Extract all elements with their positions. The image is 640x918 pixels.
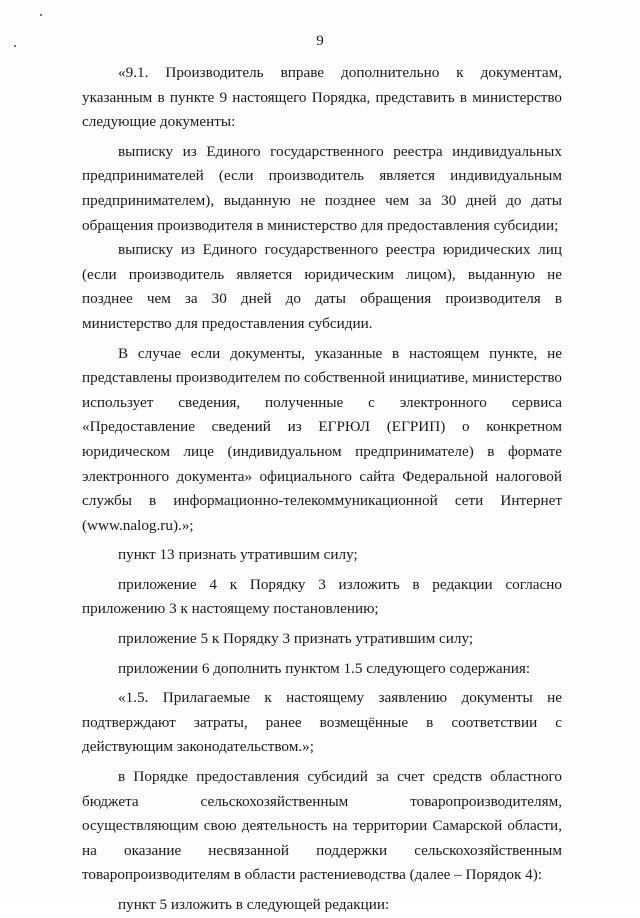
paragraph: в Порядке предоставления субсидий за счет средств областного бюджета сельскохозяйственным товаропроизводителям, осуществляющим свою деятельность на территории Самарской области, на оказание несвязанной поддержки сельскохозяйственным товаропроизводителям в области растениеводства (далее – Порядок 4): xyxy=(82,768,562,884)
paragraph: приложение 5 к Порядку 3 признать утратившим силу; xyxy=(118,630,474,648)
paragraph: приложение 4 к Порядку 3 изложить в редакции согласно приложению 3 к настоящему постановлению; xyxy=(82,575,562,618)
paragraph: выписку из Единого государственного реестра юридических лиц (если производитель является юридическим лицом), выданную не позднее чем за 30 дней до даты обращения производителя в министерство для предоставления субсидии. xyxy=(82,241,562,332)
paragraph: В случае если документы, указанные в настоящем пункте, не представлены производителем по собственной инициативе, министерство использует сведения, полученные с электронного сервиса «Предоставление сведений из ЕГРЮЛ (ЕГРИП) о конкретном юридическом лице (индивидуальном предпринимателе) в формате электронного документа» официального сайта Федеральной налоговой службы в информационно-телекоммуникационной сети Интернет (www.nalog.ru).»; xyxy=(82,344,562,534)
paragraph: «1.5. Прилагаемые к настоящему заявлению документы не подтверждают затраты, ранее возмещённые в соответствии с действующим законодательством.»; xyxy=(82,689,562,756)
paragraph: выписку из Единого государственного реестра индивидуальных предпринимателей (если производитель является индивидуальным предпринимателем), выданную не позднее чем за 30 дней до даты обращения производителя в министерство для предоставления субсидии; xyxy=(82,142,562,234)
paragraph: пункт 5 изложить в следующей редакции: xyxy=(118,896,390,913)
page-number: 9 xyxy=(316,33,324,49)
scan-speck xyxy=(40,14,42,16)
paragraph: приложении 6 дополнить пунктом 1.5 следующего содержания: xyxy=(118,659,531,677)
document-body xyxy=(82,61,562,918)
paragraph: «9.1. Производитель вправе дополнительно к документам, указанным в пункте 9 настоящего Порядка, представить в министерство следующие документы: xyxy=(82,64,562,131)
paragraph: пункт 13 признать утратившим силу; xyxy=(118,546,358,564)
